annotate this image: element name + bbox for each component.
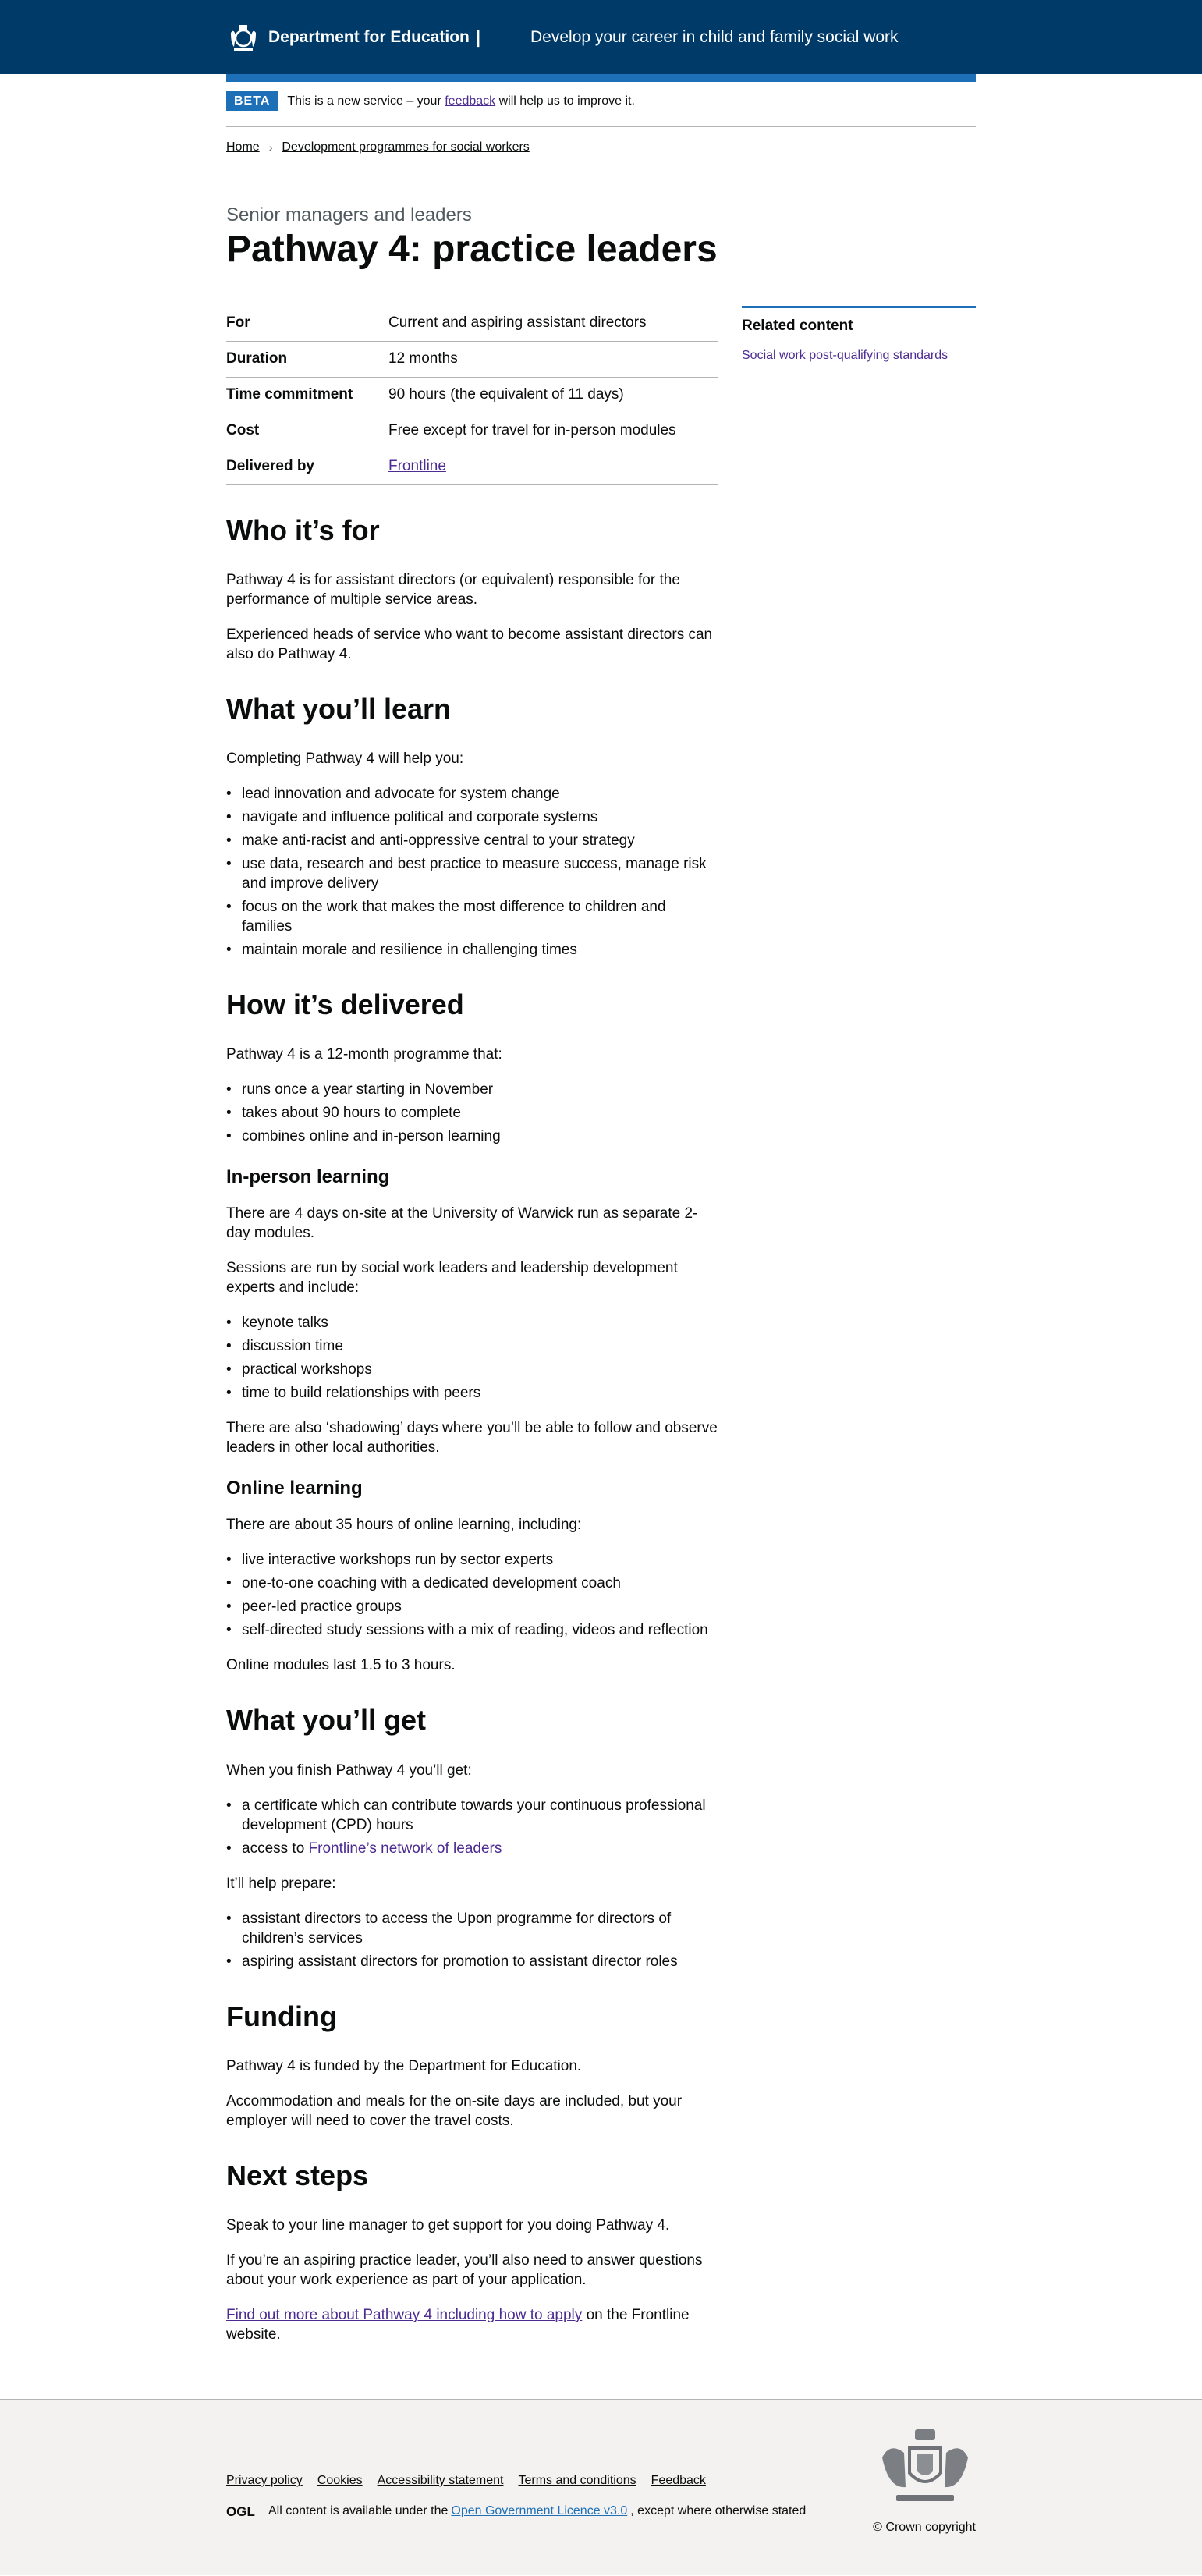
- footer-link-accessibility[interactable]: Accessibility statement: [377, 2473, 504, 2487]
- open-government-licence-link[interactable]: Open Government Licence v3.0: [451, 2503, 628, 2517]
- breadcrumb-home[interactable]: Home: [226, 140, 260, 154]
- summary-value: 12 months: [388, 350, 458, 367]
- summary-key: Delivered by: [226, 458, 314, 475]
- page-caption: Senior managers and leaders: [226, 204, 472, 225]
- header-logo-link[interactable]: [226, 22, 487, 53]
- breadcrumb: [226, 140, 976, 154]
- list-item: • runs once a year starting in November: [226, 1080, 718, 1099]
- find-out-more-link[interactable]: Find out more about Pathway 4 including how to apply: [226, 2306, 583, 2323]
- related-content-title: Related content: [742, 317, 853, 334]
- list-item: • focus on the work that makes the most difference to children and families: [226, 897, 718, 936]
- summary-key: For: [226, 314, 250, 332]
- header-service-name[interactable]: Develop your career in child and family social work: [530, 28, 899, 46]
- footer-links: [226, 2474, 721, 2488]
- page-title: Pathway 4: practice leaders: [226, 229, 718, 270]
- list-item: • aspiring assistant directors for promotion to assistant director roles: [226, 1952, 718, 1971]
- feedback-link[interactable]: feedback: [445, 94, 496, 108]
- phase-text-before: This is a new service – your: [287, 94, 441, 108]
- in-person-heading: In-person learning: [226, 1166, 390, 1188]
- site-footer: [0, 2399, 1202, 2575]
- summary-row-time-commitment: [226, 378, 718, 413]
- related-link-post-qualifying-standards[interactable]: Social work post-qualifying standards: [742, 348, 948, 362]
- licence-suffix: , except where otherwise stated: [630, 2503, 807, 2517]
- footer-link-feedback[interactable]: Feedback: [651, 2473, 706, 2487]
- summary-row-delivered-by: [226, 449, 718, 485]
- in-person-paragraph: Sessions are run by social work leaders and leadership development experts and include:: [226, 1260, 678, 1297]
- summary-row-duration: [226, 342, 718, 378]
- who-paragraph: Pathway 4 is for assistant directors (or equivalent) responsible for the performance of multiple service areas.: [226, 571, 680, 608]
- chevron-right-icon: ›: [268, 141, 273, 154]
- list-item: • combines online and in-person learning: [226, 1127, 718, 1146]
- online-heading: Online learning: [226, 1478, 363, 1499]
- frontline-network-link[interactable]: Frontline’s network of leaders: [308, 1840, 502, 1857]
- list-item: • one-to-one coaching with a dedicated development coach: [226, 1574, 718, 1593]
- footer-link-privacy[interactable]: Privacy policy: [226, 2473, 303, 2487]
- list-item: • takes about 90 hours to complete: [226, 1103, 718, 1123]
- royal-crest-icon: [226, 22, 261, 53]
- footer-link-terms[interactable]: Terms and conditions: [518, 2473, 636, 2487]
- learn-heading: What you’ll learn: [226, 692, 452, 725]
- summary-value: Current and aspiring assistant directors: [388, 314, 647, 332]
- who-heading: Who it’s for: [226, 513, 380, 546]
- list-item: • lead innovation and advocate for system change: [226, 784, 718, 804]
- learn-list: [226, 784, 718, 960]
- get-intro: When you finish Pathway 4 you’ll get:: [226, 1762, 472, 1779]
- delivered-heading: How it’s delivered: [226, 988, 464, 1021]
- phase-text-after: will help us to improve it.: [498, 94, 635, 108]
- access-prefix: access to: [242, 1840, 305, 1857]
- related-content: [742, 306, 976, 363]
- summary-key: Time commitment: [226, 386, 353, 403]
- list-item: • self-directed study sessions with a mix of reading, videos and reflection: [226, 1620, 718, 1640]
- royal-coat-of-arms-icon: [874, 2426, 976, 2512]
- beta-tag: BETA: [226, 91, 278, 111]
- ogl-logo-icon: [226, 2504, 257, 2518]
- online-paragraph: There are about 35 hours of online learning, including:: [226, 1517, 582, 1534]
- online-list: [226, 1550, 718, 1640]
- next-steps-paragraph: If you’re an aspiring practice leader, you’ll also need to answer questions about your work experience as part of your application.: [226, 2251, 703, 2288]
- summary-value: Free except for travel for in-person modules: [388, 422, 676, 439]
- list-item: • assistant directors to access the Upon programme for directors of children’s services: [226, 1909, 718, 1948]
- summary-key: Cost: [226, 422, 260, 439]
- header-blue-bar: [226, 74, 976, 82]
- summary-row-for: [226, 306, 718, 342]
- list-item: • make anti-racist and anti-oppressive central to your strategy: [226, 831, 718, 850]
- funding-paragraph: Pathway 4 is funded by the Department for Education.: [226, 2057, 582, 2074]
- get-list: [226, 1796, 718, 1858]
- in-person-paragraph: There are 4 days on-site at the University of Warwick run as separate 2-day modules.: [226, 1205, 698, 1242]
- frontline-link[interactable]: Frontline: [388, 458, 446, 475]
- breadcrumb-development-programmes[interactable]: Development programmes for social workers: [282, 140, 530, 154]
- list-item: • peer-led practice groups: [226, 1597, 718, 1616]
- header-separator: |: [475, 27, 481, 47]
- list-item: • practical workshops: [226, 1360, 718, 1379]
- phase-banner: [226, 74, 976, 127]
- header-organisation: Department for Education: [268, 28, 470, 46]
- next-steps-apply: [226, 2305, 718, 2344]
- main-content: [226, 306, 718, 2360]
- list-item: • navigate and influence political and corporate systems: [226, 807, 718, 827]
- footer-link-cookies[interactable]: Cookies: [317, 2473, 363, 2487]
- list-item: • keynote talks: [226, 1313, 718, 1332]
- phase-banner-text: [287, 94, 635, 108]
- in-person-paragraph: There are also ‘shadowing’ days where you’ll be able to follow and observe leaders in other local authorities.: [226, 1420, 718, 1457]
- in-person-list: [226, 1313, 718, 1403]
- site-header: [0, 0, 1202, 74]
- list-item: [226, 1839, 718, 1858]
- related-content-sidebar: [742, 306, 976, 2360]
- get-heading: What you’ll get: [226, 1704, 426, 1737]
- list-item: • discussion time: [226, 1336, 718, 1356]
- online-paragraph: Online modules last 1.5 to 3 hours.: [226, 1657, 456, 1674]
- page-container: [226, 74, 976, 2360]
- prepare-list: [226, 1909, 718, 1971]
- next-steps-suffix: on the Frontline website.: [226, 2306, 690, 2343]
- summary-list: [226, 306, 718, 485]
- list-item: • use data, research and best practice to measure success, manage risk and improve delivery: [226, 854, 718, 893]
- list-item: • maintain morale and resilience in challenging times: [226, 940, 718, 960]
- who-paragraph: Experienced heads of service who want to become assistant directors can also do Pathway 4.: [226, 626, 713, 662]
- crown-copyright: [873, 2521, 976, 2535]
- footer-licence: [226, 2504, 806, 2518]
- crown-copyright-link[interactable]: © Crown copyright: [873, 2520, 976, 2534]
- funding-heading: Funding: [226, 1999, 337, 2032]
- summary-row-cost: [226, 413, 718, 449]
- licence-prefix: All content is available under the: [268, 2503, 449, 2517]
- svg-text:OGL: OGL: [226, 2503, 255, 2518]
- learn-intro: Completing Pathway 4 will help you:: [226, 750, 464, 768]
- delivered-list: [226, 1080, 718, 1146]
- list-item: • a certificate which can contribute towards your continuous professional development (CPD) hours: [226, 1796, 718, 1835]
- next-steps-heading: Next steps: [226, 2159, 369, 2191]
- summary-key: Duration: [226, 350, 288, 367]
- prepare-intro: It’ll help prepare:: [226, 1875, 336, 1892]
- list-item: • live interactive workshops run by sector experts: [226, 1550, 718, 1570]
- summary-value: 90 hours (the equivalent of 11 days): [388, 386, 624, 403]
- delivered-intro: Pathway 4 is a 12-month programme that:: [226, 1046, 502, 1063]
- funding-paragraph: Accommodation and meals for the on-site days are included, but your employer will need to cover the travel costs.: [226, 2092, 683, 2129]
- next-steps-paragraph: Speak to your line manager to get support for you doing Pathway 4.: [226, 2216, 670, 2234]
- list-item: • time to build relationships with peers: [226, 1383, 718, 1403]
